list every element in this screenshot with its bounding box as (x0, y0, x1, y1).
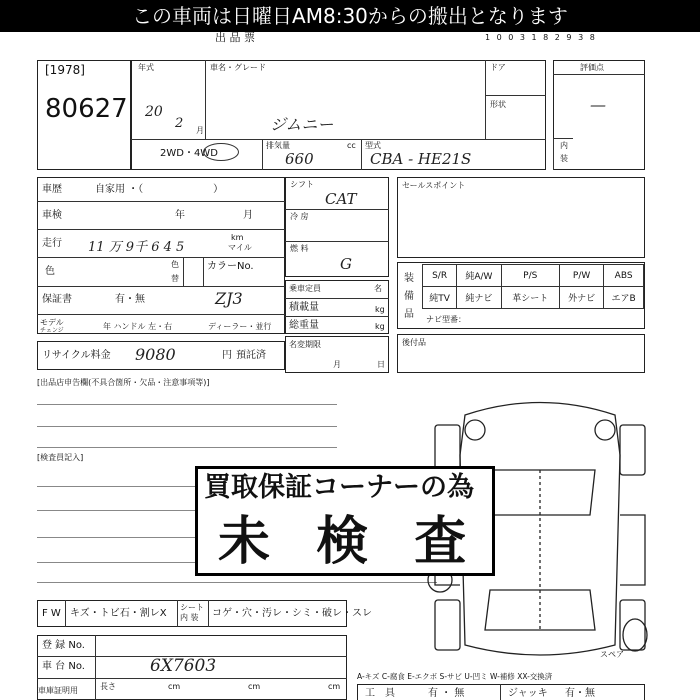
equipment-grid (422, 264, 644, 309)
hw-score: — (590, 95, 606, 114)
label-shareki: 車歴 (42, 184, 62, 195)
equip-cell: P/W (559, 265, 603, 287)
label-cc: cc (347, 141, 356, 150)
hw-mileage: 11 万 9千 6 4 5 (88, 240, 185, 255)
label-kensain: [検査員記入] (37, 453, 84, 462)
label-jack: ジャッキ (508, 688, 548, 699)
label-cm2: cm (248, 682, 261, 691)
equip-cell: 純ナビ (457, 287, 501, 309)
label-wd: 2WD・4WD (160, 148, 218, 159)
label-katachi: 形状 (490, 100, 506, 109)
label-soju: 総重量 (289, 320, 319, 331)
label-door: ドア (490, 63, 506, 72)
label-handle: 年 ハンドル 左・右 (103, 322, 173, 331)
label-mile: マイル (228, 243, 252, 252)
equip-cell: エアB (604, 287, 644, 309)
equip-cell: 純A/W (457, 265, 501, 287)
hw-recycle: 9080 (135, 345, 176, 364)
label-nai: 内 (560, 141, 568, 150)
label-shift: シフト (290, 180, 314, 189)
label-model2: チェンジ (40, 327, 64, 334)
label-shuppinten: [出品店申告欄(不具合箇所・欠品・注意事項等)] (37, 378, 210, 387)
hw-type-code: CBA - HE21S (370, 150, 472, 168)
label-jikayo: 自家用 ・（ ） (95, 184, 224, 195)
label-kogu: 工 具 (365, 688, 395, 699)
hw-model-name: ジムニー (270, 115, 334, 134)
label-sobi3: 品 (404, 309, 414, 320)
label-sekisai: 積載量 (289, 302, 319, 313)
label-teiin: 乗車定員 (289, 284, 321, 293)
label-irokae1: 色 (171, 260, 179, 269)
label-sou: 装 (560, 154, 568, 163)
label-en: 円 (222, 350, 232, 361)
label-kogu-umu: 有 ・ 無 (428, 688, 465, 699)
equip-cell: 革シート (501, 287, 559, 309)
stamp-line1: 買取保証コーナーの為 (204, 472, 474, 503)
label-cm3: cm (328, 682, 341, 691)
stamp-line2: 未 検 査 (218, 512, 481, 572)
label-km: km (231, 233, 244, 242)
label-spare: スペア (600, 650, 624, 659)
equip-cell: 外ナビ (559, 287, 603, 309)
label-seat-text: コゲ・穴・汚レ・シミ・破レ・スレ (212, 608, 372, 619)
label-shadai: 車 台 No. (42, 661, 85, 672)
label-kg2: kg (375, 322, 385, 331)
label-jack-umu: 有・無 (565, 688, 595, 699)
label-seat2: 内 装 (180, 613, 199, 622)
equip-cell: 純TV (423, 287, 457, 309)
hw-chassis: 6X7603 (150, 656, 217, 676)
label-shaken-nen: 年 (175, 210, 185, 221)
hw-color-no: ZJ3 (215, 289, 243, 308)
hw-fuel: G (340, 255, 352, 273)
lot-number: 80627 (45, 94, 128, 124)
label-recycle: リサイクル料金 (42, 350, 111, 361)
label-hoshosho: 保証書 (42, 294, 72, 305)
label-meigi-hi: 日 (377, 360, 385, 369)
label-sales: セールスポイント (402, 181, 466, 190)
equip-cell: S/R (423, 265, 457, 287)
label-model: モデル (40, 318, 64, 327)
label-irokae2: 替 (171, 274, 179, 283)
lot-tag: [1978] (45, 63, 85, 77)
label-haikiryo: 排気量 (266, 141, 290, 150)
wd-circle (203, 143, 239, 161)
label-soko: 走行 (42, 238, 62, 249)
label-iro: 色 (45, 266, 55, 277)
legend: A-キズ C-腐食 E-エクボ S-サビ U-凹ミ W-補修 XX-交換済 (357, 672, 553, 681)
label-color-no: カラーNo. (207, 261, 254, 272)
barcode-digits: 1 0 0 3 1 8 2 9 3 8 (485, 33, 597, 42)
label-fw-text: キズ・トビ石・割レX (70, 608, 167, 619)
notice-banner: この車両は日曜日AM8:30からの搬出となります (0, 0, 700, 32)
label-shaken-tsuki: 月 (243, 210, 253, 221)
sheet-title: 出 品 票 (215, 31, 255, 44)
label-cm1: cm (168, 682, 181, 691)
label-katashiki: 型式 (365, 141, 381, 150)
label-navi: ナビ型番： (426, 315, 466, 324)
label-naga: 長さ (100, 682, 116, 691)
label-dealer: ディーラー・並行 (208, 322, 272, 331)
equip-cell: P/S (501, 265, 559, 287)
label-yotaku: 預託済 (236, 350, 266, 361)
label-kg1: kg (375, 305, 385, 314)
label-sobi2: 備 (404, 291, 414, 302)
label-hyokaten: 評価点 (580, 63, 604, 72)
label-meigi-tsuki: 月 (333, 360, 341, 369)
label-fw: F W (42, 608, 61, 619)
hw-shift: CAT (325, 190, 357, 208)
hw-month: 2 (175, 116, 184, 131)
label-hoshosho-umu: 有・無 (115, 294, 145, 305)
label-shaken: 車検 (42, 210, 62, 221)
label-mei: 名 (374, 284, 382, 293)
label-toroku: 登 録 No. (42, 640, 85, 651)
label-sobi1: 装 (404, 273, 414, 284)
kohin-box (397, 334, 645, 373)
stamp (195, 466, 495, 576)
label-nenshiki: 年式 (138, 63, 154, 72)
label-meigi: 名変期限 (289, 340, 321, 349)
label-kohin: 後付品 (402, 338, 426, 347)
label-nenryo: 燃 料 (290, 244, 309, 253)
label-shamei: 車名・グレード (210, 63, 266, 72)
label-shako: 車庫証明用 (38, 686, 78, 695)
label-seat1: シート (180, 603, 204, 612)
equip-cell: ABS (604, 265, 644, 287)
hw-year: 20 (145, 104, 163, 120)
tools-box (357, 684, 645, 700)
label-tsuki-top: 月 (196, 126, 204, 135)
hw-cc: 660 (285, 150, 314, 168)
label-reibo: 冷 房 (290, 212, 309, 221)
